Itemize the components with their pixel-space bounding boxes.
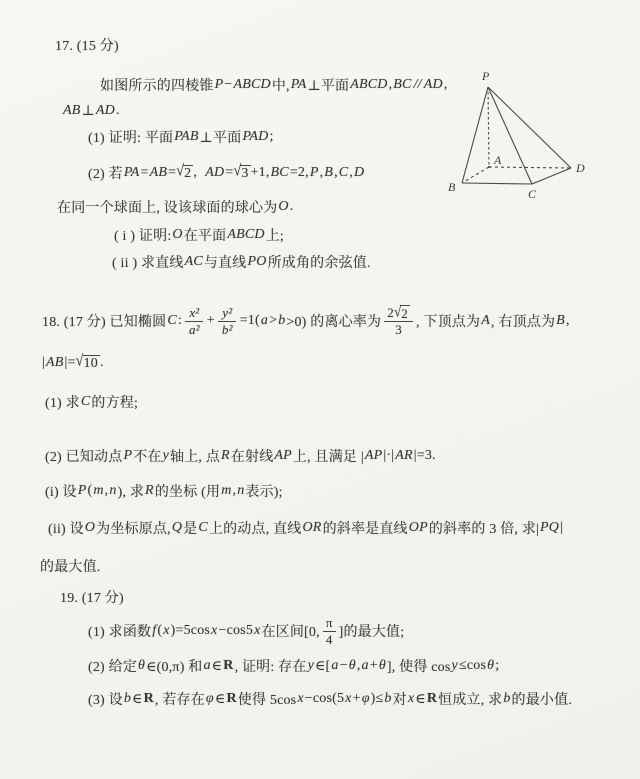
p17-part2-ii [112, 252, 371, 272]
vertex-label-A: A [494, 153, 502, 167]
math-run: φ [205, 691, 214, 706]
math-run: C [80, 394, 91, 409]
radical-glyph: √ [393, 302, 402, 320]
math-run: a² [188, 321, 200, 337]
square-root [75, 352, 100, 372]
denominator [185, 322, 204, 337]
text-run: (2) 若 [88, 167, 123, 182]
math-run: AD [423, 77, 443, 92]
edge-PC [488, 87, 532, 184]
square-root [233, 162, 250, 182]
text-run: ∈ [132, 691, 143, 707]
text-run: =1( [239, 313, 260, 328]
text-run: ), 求 [117, 485, 145, 500]
p18-part2-ii-line1 [48, 518, 563, 538]
vertex-label-C: C [528, 187, 537, 201]
text-run: (2) 给定 [88, 660, 138, 675]
denominator [218, 322, 237, 337]
math-run: AC [184, 254, 203, 269]
text-run: , [319, 165, 324, 180]
text-run: ∈ [211, 658, 223, 674]
text-run: ( [157, 623, 163, 638]
text-run: 是 [183, 522, 198, 537]
math-run: y [307, 658, 314, 673]
math-run: a [203, 658, 211, 673]
text-run: ∈ [214, 691, 226, 707]
text-run: 在射线 [230, 450, 274, 465]
math-run: AD [205, 165, 225, 180]
edge-PB [462, 87, 488, 183]
math-run: O [84, 520, 96, 535]
math-run: R [221, 448, 230, 463]
p17-part2-line2 [57, 197, 293, 217]
text-run: −cos5 [218, 623, 254, 638]
text-run: , 右顶点为 [490, 315, 556, 330]
text-run: ⊥平面 [307, 79, 350, 94]
text-run: 在区间[0, [261, 625, 320, 640]
math-run: BC [393, 77, 412, 92]
math-run: θ [348, 658, 356, 673]
text-run: 表示); [245, 485, 283, 500]
text-run: = [140, 165, 149, 180]
text-run: (3) 设 [88, 693, 123, 708]
text-run: 19. (17 分) [60, 591, 124, 606]
text-run: 的斜率是直线 [322, 522, 408, 537]
p17-part2-i [114, 225, 284, 245]
text-run: ∈ [415, 691, 426, 707]
text-run: )=5cos [170, 623, 211, 638]
text-run: −cos(5 [304, 691, 345, 706]
radicand: 3 [241, 165, 249, 181]
text-run: + [206, 313, 215, 328]
numerator [323, 615, 336, 631]
math-run: x [407, 691, 415, 706]
text-run: = [225, 165, 234, 180]
bold-set-symbol: R [223, 658, 234, 673]
text-run: (1) 证明: 平面 [88, 131, 174, 146]
text-run: ]的最大值; [338, 625, 405, 640]
text-run: |= [64, 355, 76, 370]
text-run: , [443, 77, 448, 92]
math-run: BC [270, 165, 289, 180]
math-run: P [77, 483, 87, 498]
square-root [393, 302, 410, 321]
math-run: C [167, 313, 177, 328]
text-run: π [325, 615, 333, 631]
text-run: , [388, 77, 393, 92]
math-run: n [109, 483, 117, 498]
edge-AD-dashed [489, 167, 571, 168]
math-run: x² [189, 305, 200, 321]
math-run: PAD [242, 129, 269, 144]
math-run: AB [46, 355, 64, 370]
math-run: b [278, 313, 286, 328]
text-run: : [177, 313, 182, 328]
text-run: , 若存在 [154, 693, 205, 708]
text-run: , [232, 483, 237, 498]
text-run: (ii) 设 [48, 522, 84, 537]
p19-part2 [88, 656, 499, 676]
text-run: − [224, 77, 233, 92]
math-run: θ [487, 658, 495, 673]
vertex-label-P: P [482, 69, 490, 83]
text-run: 的最大值. [40, 560, 101, 575]
math-run: AP [274, 448, 292, 463]
math-run: m [93, 483, 104, 498]
math-run: θ [378, 658, 386, 673]
math-run: a [331, 658, 339, 673]
p18-header-line1 [42, 298, 570, 344]
math-run: φ [361, 691, 370, 706]
text-run: ; [269, 129, 274, 144]
text-run: ( i ) 证明: [114, 229, 172, 244]
math-run: a [361, 658, 369, 673]
p19-header [60, 587, 124, 607]
math-run: PA [123, 165, 140, 180]
math-run: Q [171, 520, 183, 535]
text-run: +1, [250, 165, 270, 180]
text-run: |=3. [413, 448, 436, 463]
denominator [323, 632, 336, 647]
math-run: P [123, 448, 133, 463]
math-run: C [338, 165, 349, 180]
math-run: b [384, 691, 392, 706]
text-run: ⊥ [81, 103, 95, 119]
math-run: f [152, 623, 157, 638]
text-run: 上, 且满足 | [292, 450, 364, 465]
math-run: PQ [540, 520, 560, 535]
radicand: 2 [401, 305, 408, 321]
text-run: ∈(0,π) 和 [146, 660, 203, 675]
text-run: ⊥平面 [199, 131, 242, 146]
text-run: + [369, 658, 378, 673]
math-run: // [413, 77, 422, 92]
math-run: P [309, 165, 319, 180]
text-run: . [99, 355, 104, 370]
text-run: | [560, 520, 564, 535]
math-run: y [451, 658, 458, 673]
p17-part1 [88, 127, 274, 147]
text-run: 4 [325, 631, 333, 647]
text-run: (1) 求函数 [88, 625, 152, 640]
text-run: |·| [383, 448, 395, 463]
math-run: AB [63, 103, 81, 118]
text-run: = [168, 165, 177, 180]
bold-set-symbol: R [226, 691, 237, 706]
math-run: R [145, 483, 154, 498]
text-run: 的坐标 (用 [154, 485, 221, 500]
text-run: 上; [265, 229, 284, 244]
p17-intro-line1 [100, 75, 448, 95]
text-run: 上的动点, 直线 [208, 522, 302, 537]
math-run: x [297, 691, 304, 706]
text-run: 对 [392, 693, 407, 708]
text-run: > [269, 313, 278, 328]
text-run: 2 [387, 305, 394, 321]
text-run: 中, [271, 79, 290, 94]
text-run: )≤ [370, 691, 384, 706]
p18-part1 [45, 392, 138, 412]
text-run: >0) 的离心率为 [286, 315, 382, 330]
vertex-label-D: D [576, 161, 585, 175]
text-run: 如图所示的四棱锥 [100, 79, 214, 94]
math-run: n [237, 483, 245, 498]
numerator [384, 302, 413, 322]
text-run: =2, [289, 165, 309, 180]
text-run: , [104, 483, 109, 498]
text-run: ( ii ) 求直线 [112, 256, 184, 271]
text-run: 恒成立, 求 [438, 693, 503, 708]
text-run: 轴上, 点 [170, 450, 221, 465]
math-run: PO [247, 254, 267, 269]
text-run: 17. (15 分) [55, 39, 119, 54]
text-run: (2) 已知动点 [45, 450, 123, 465]
math-run: y [162, 448, 170, 463]
math-run: B [324, 165, 334, 180]
bold-set-symbol: R [426, 691, 438, 706]
math-run: C [198, 520, 208, 535]
math-run: OP [408, 520, 428, 535]
p18-header-line2 [42, 350, 104, 376]
math-run: ABCD [233, 77, 271, 92]
p17-intro-line2 [62, 101, 120, 121]
radical-glyph: √ [176, 162, 185, 180]
math-run: a [260, 313, 269, 328]
text-run: 18. (17 分) 已知椭圆 [42, 315, 167, 330]
edge-CD [532, 168, 571, 184]
p18-part2-i [45, 481, 283, 501]
p17-part2-line1 [88, 160, 365, 186]
fraction [384, 302, 413, 338]
math-run: O [278, 199, 289, 214]
text-run: , 下顶点为 [416, 315, 481, 330]
math-run: x [163, 623, 170, 638]
text-run: 使得 5cos [237, 693, 297, 708]
vertex-label-B: B [448, 180, 456, 194]
bold-set-symbol: R [143, 691, 154, 706]
math-run: P [214, 77, 224, 92]
math-run: b [123, 691, 132, 706]
p17-header [55, 35, 119, 55]
text-run: ], 使得 cos [386, 660, 451, 675]
text-run: . [115, 103, 120, 118]
math-run: x [345, 691, 352, 706]
text-run: 所成角的余弦值. [267, 256, 371, 271]
text-run: + [352, 691, 361, 706]
text-run: , [356, 658, 361, 673]
text-run: 在同一个球面上, 设该球面的球心为 [57, 201, 278, 216]
math-run: y² [222, 305, 233, 321]
edge-PA-dashed [488, 87, 489, 167]
math-run: D [354, 165, 365, 180]
text-run: 为坐标原点, [96, 522, 171, 537]
math-run: ABCD [350, 77, 388, 92]
math-run: PAB [174, 129, 199, 144]
math-run: AB [149, 165, 168, 180]
text-run: 的最小值. [511, 693, 573, 708]
fraction [185, 305, 204, 337]
math-run: PA [290, 77, 307, 92]
math-run: b² [221, 321, 233, 337]
text-run: (1) 求 [45, 396, 80, 411]
p18-part2-ii-line2 [40, 556, 101, 576]
math-run: b [503, 691, 511, 706]
radical-glyph: √ [75, 352, 84, 370]
p19-part3 [88, 689, 572, 709]
math-run: AP [364, 448, 383, 463]
math-run: θ [138, 658, 146, 673]
text-run: , [334, 165, 338, 180]
text-run: 的方程; [91, 396, 139, 411]
vertex-A-dot [488, 166, 490, 168]
text-run: | [42, 355, 46, 370]
text-run: (i) 设 [45, 485, 77, 500]
radicand: 10 [83, 355, 98, 371]
text-run: ≤cos [458, 658, 487, 673]
text-run: 的斜率的 3 倍, 求| [428, 522, 540, 537]
math-run: x [211, 623, 218, 638]
denominator [392, 322, 405, 337]
text-run: 在平面 [183, 229, 227, 244]
fraction [323, 615, 336, 647]
text-run: 与直线 [203, 256, 247, 271]
math-run: x [254, 623, 261, 638]
square-root [176, 162, 193, 182]
radicand: 2 [184, 165, 192, 181]
edge-BC [462, 183, 532, 184]
text-run: 不在 [133, 450, 162, 465]
text-run: − [339, 658, 348, 673]
pyramid-figure [436, 64, 606, 206]
math-run: ABCD [227, 227, 265, 242]
radical-glyph: √ [233, 162, 242, 180]
text-run: ; [495, 658, 500, 673]
text-run: , [193, 165, 205, 180]
math-run: AD [95, 103, 115, 118]
text-run: , 证明: 存在 [234, 660, 307, 675]
math-run: OR [302, 520, 322, 535]
text-run: . [289, 199, 294, 214]
text-run: ( [87, 483, 93, 498]
text-run: 3 [395, 322, 402, 337]
numerator [185, 305, 203, 321]
math-run: m [221, 483, 232, 498]
text-run: , [565, 313, 570, 328]
fraction [218, 305, 237, 337]
text-run: ∈[ [314, 658, 331, 674]
numerator [218, 305, 236, 321]
math-run: AR [395, 448, 413, 463]
math-run: A [481, 313, 490, 328]
math-run: O [172, 227, 183, 242]
p19-part1 [88, 611, 404, 651]
text-run: , [349, 165, 354, 180]
p18-part2 [45, 446, 436, 466]
math-run: B [556, 313, 565, 328]
